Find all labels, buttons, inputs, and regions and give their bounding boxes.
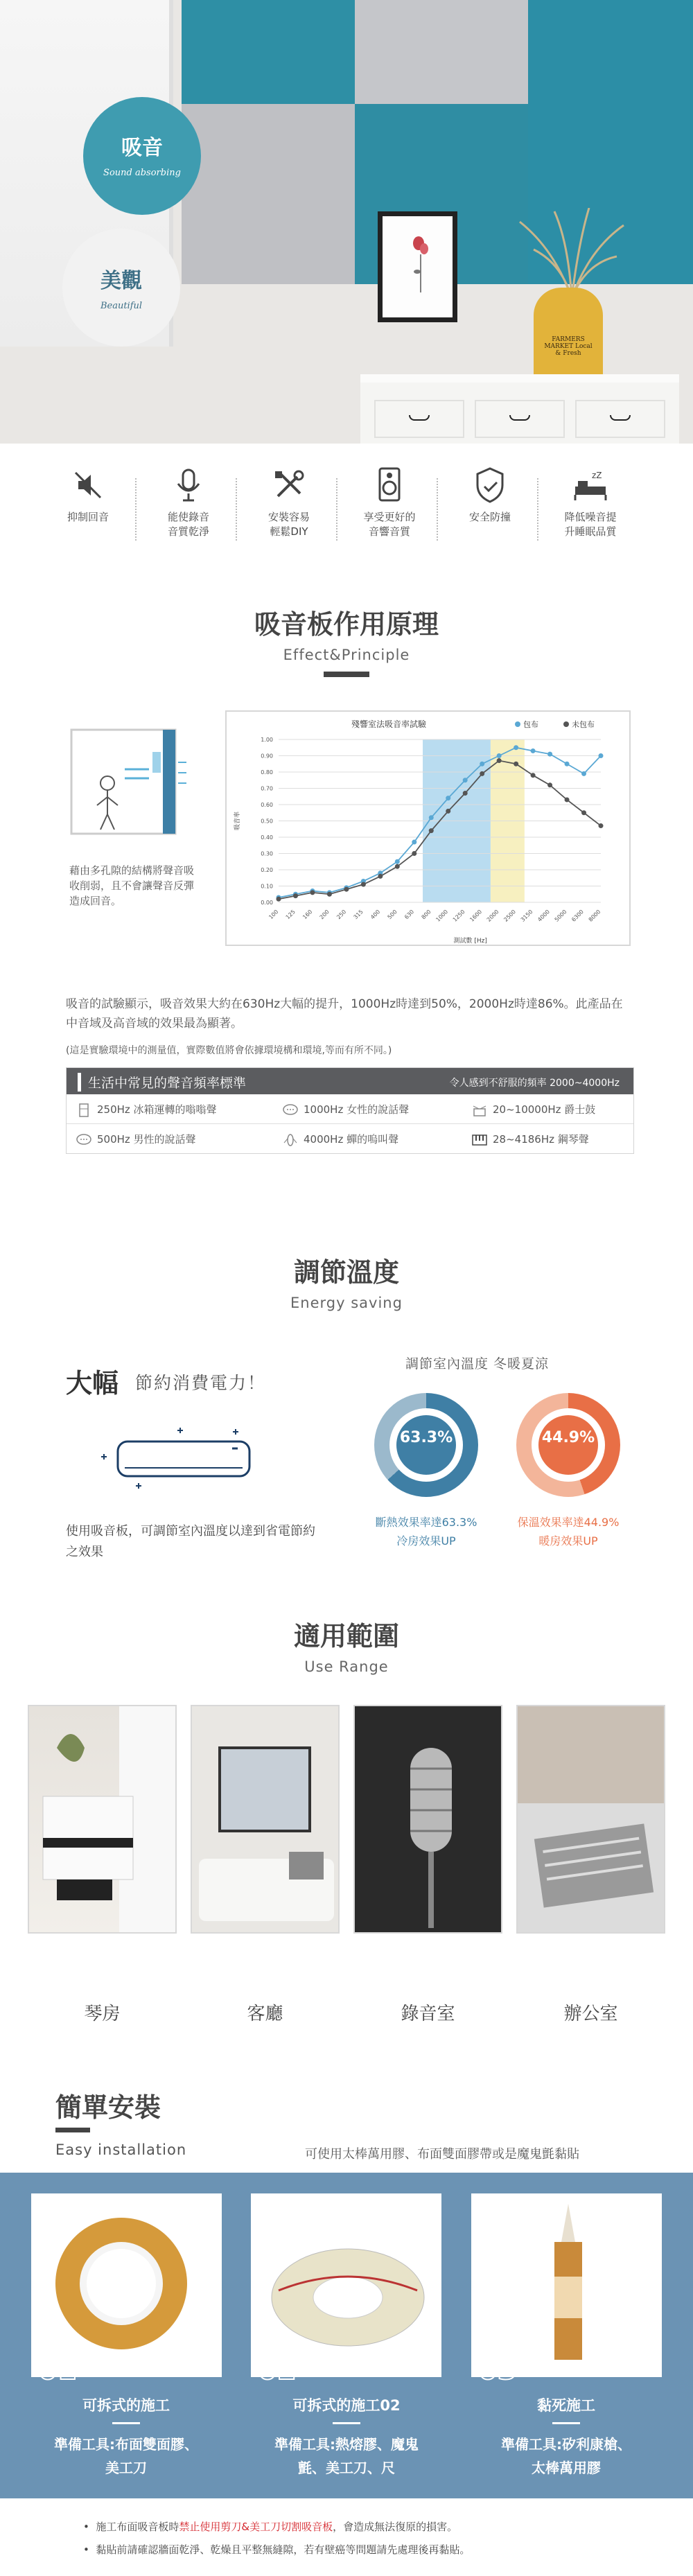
table-cell-text: 20~10000Hz 爵士鼓 [493,1103,596,1116]
y-tick-label: 0.40 [261,834,273,841]
install-section [0,2086,693,2576]
vase-label: FARMERS MARKET Local & Fresh [544,336,593,357]
acoustic-panel-grey [182,104,355,284]
dried-grass-decoration [513,208,631,298]
x-tick-label: 250 [335,909,348,921]
feature-label: 降低噪音提 升睡眠品質 [564,511,617,538]
principle-description: 吸音的試驗顯示，吸音效果大約在630Hz大幅的提升，1000Hz時達到50%，2000Hz時達86%。此產品在中音域及高音域的效果最為顯著。 [66,997,623,1031]
energy-right-title: 調節室內溫度 冬暖夏涼 [405,1356,550,1372]
drawer [374,400,464,438]
picture-frame [378,211,457,322]
data-point [497,753,502,758]
title-underline [55,2128,90,2132]
sideboard [360,374,679,444]
section-title: 吸音板作用原理 [254,609,439,640]
y-tick-label: 0.90 [261,753,273,760]
frequency-table-header [67,1068,633,1094]
principle-section [0,603,693,1157]
speech-bubble-icon [283,1103,298,1117]
note-text: 施工布面吸音板時 [96,2521,179,2533]
section-subtitle: Effect&Principle [283,647,410,663]
install-note-item: • 施工布面吸音板時禁止使用剪刀&美工刀切割吸音板，會造成無法復原的損害。 [83,2521,458,2533]
feature-label: 安全防撞 [468,511,511,523]
table-cell-text: 500Hz 男性的說話聲 [97,1133,196,1146]
muted-speaker-icon [69,466,107,505]
frequency-table-title: 生活中常見的聲音頻率標準 [78,1073,246,1092]
data-point [429,828,434,833]
data-point [310,890,315,895]
data-point [531,773,536,778]
fridge-icon [76,1103,91,1117]
y-tick-label: 1.00 [261,737,273,743]
speech-bubble-icon [76,1133,91,1147]
recording-studio-photo [353,1705,502,1934]
table-cell [472,1132,589,1147]
x-tick-label: 200 [318,909,331,921]
data-point [565,762,570,766]
tools-icon [270,466,308,505]
cooling-donut [374,1393,478,1497]
y-tick-label: 0.30 [261,850,273,857]
adhesive-tube-photo [471,2193,662,2377]
data-point [395,864,400,869]
step-tools: 準備工具:熱熔膠、魔鬼 氈、美工刀、尺 [274,2436,419,2476]
data-point [480,771,484,776]
y-tick-label: 0.00 [261,900,273,906]
warning-text: 禁止使用剪刀&美工刀切割吸音板 [179,2521,333,2533]
section-title: 調節溫度 [293,1257,399,1288]
warming-caption-line: 暖房效果UP [538,1534,598,1548]
badge-subtitle: Sound absorbing [103,168,181,178]
energy-section [0,1251,693,1597]
data-point [547,782,552,787]
step-divider [552,2422,580,2424]
section-title: 適用範圍 [293,1621,399,1651]
energy-headline-rest: 節約消費電力！ [135,1373,267,1393]
badge-subtitle: Beautiful [100,301,143,311]
step-title: 黏死施工 [537,2397,595,2414]
data-point [293,893,298,898]
step-divider [112,2422,140,2424]
x-tick-label: 2000 [485,909,500,923]
x-tick-label: 100 [267,909,280,921]
data-point [581,810,586,815]
data-point [429,815,434,820]
air-conditioner-icon [97,1414,263,1497]
table-row [67,1094,633,1124]
shield-hand-icon [471,466,509,505]
step-number: 03 [478,2354,517,2386]
office-photo [516,1705,665,1934]
step-tools: 準備工具:布面雙面膠、 美工刀 [54,2436,198,2476]
energy-headline: 大幅 [66,1368,119,1399]
x-tick-label: 400 [369,909,382,921]
y-tick-label: 0.10 [261,883,273,890]
data-point [514,745,518,750]
step-card [31,2193,222,2386]
legend-label: 未包布 [572,720,595,729]
data-point [412,840,416,845]
x-tick-label: 125 [284,909,297,921]
cooling-caption-line: 斷熱效果率達63.3% [375,1516,477,1529]
step-number: 02 [258,2354,297,2386]
hero-banner [0,0,693,444]
feature-label: 抑制回音 [67,511,109,523]
diagram-caption: 藉由多孔隙的結構將聲音吸收削弱，且不會讓聲音反彈造成回音。 [69,864,195,907]
install-note: 可使用太棒萬用膠、布面雙面膠帶或是魔鬼氈黏貼 [305,2147,579,2162]
data-point [446,796,450,800]
drum-icon [472,1103,487,1117]
data-point [463,778,468,782]
y-tick-label: 0.70 [261,785,273,792]
room-label: 辦公室 [563,2004,618,2024]
y-tick-label: 0.60 [261,802,273,808]
data-point [531,748,536,753]
microphone-icon [169,466,208,505]
x-tick-label: 4000 [536,909,551,923]
data-point [599,753,604,758]
warming-caption [495,1513,641,1550]
data-point [463,791,468,796]
section-subtitle: Energy saving [290,1295,403,1311]
use-range-section [0,1615,693,2058]
frequency-table-note: 令人感到不舒服的頻率 2000~4000Hz [449,1078,620,1089]
cicada-icon [283,1133,298,1147]
section-subtitle: Use Range [304,1658,389,1675]
warming-caption-line: 保溫效果率達44.9% [517,1516,620,1529]
energy-text: 使用吸音板，可調節室內溫度以達到省電節約之效果 [66,1524,315,1559]
y-tick-label: 0.50 [261,818,273,825]
speaker-icon [370,466,409,505]
x-tick-label: 2500 [502,909,518,923]
x-tick-label: 6300 [570,909,585,923]
install-note-item: • 黏貼前請確認牆面乾淨、乾燥且平整無縫隙，若有壁癌等問題請先處理後再黏貼。 [83,2543,471,2556]
data-point [565,797,570,802]
table-cell-text: 4000Hz 蟬的嗚叫聲 [304,1133,399,1146]
install-notes [83,2516,470,2561]
note-text: 黏貼前請確認牆面乾淨、乾燥且平整無縫隙，若有壁癌等問題請先處理後再黏貼。 [96,2543,471,2556]
step-divider [333,2422,360,2424]
data-point [378,874,383,879]
living-room-photo [191,1705,340,1934]
data-point [480,762,484,766]
double-tape-photo [251,2193,441,2377]
vase [534,288,603,385]
data-point [581,771,586,776]
table-row [67,1124,633,1154]
x-tick-label: 800 [420,909,432,921]
title-underline [324,672,369,677]
flower-illustration [410,234,431,296]
beautiful-badge [62,229,180,347]
data-point [344,887,349,892]
y-tick-label: 0.20 [261,867,273,873]
x-tick-label: 3150 [519,909,534,923]
x-tick-label: 160 [301,909,314,921]
section-subtitle: Easy installation [55,2141,187,2158]
legend-marker [515,721,520,727]
piano-room-photo [28,1705,177,1934]
data-point [497,758,502,763]
acoustic-panel-grey [355,0,528,104]
badge-title: 美觀 [100,269,142,293]
feature-item [36,466,140,525]
feature-label: 安裝容易 輕鬆DIY [267,511,310,538]
drawer [475,400,565,438]
x-tick-label: 5000 [553,909,568,923]
data-point [361,882,366,887]
room-label: 客廳 [247,2004,283,2024]
room-label: 錄音室 [401,2004,455,2024]
data-point [412,851,416,856]
x-tick-label: 500 [386,909,398,921]
chart-svg [227,712,629,945]
table-cell [76,1132,196,1147]
cooling-percent: 63.3% [399,1429,453,1446]
x-tick-label: 1000 [435,909,450,923]
acoustic-panel-teal [182,0,355,104]
step-title: 可拆式的施工 [82,2397,170,2414]
table-cell-text: 250Hz 冰箱運轉的嗡嗡聲 [97,1103,217,1116]
feature-item [337,466,441,539]
data-point [547,752,552,757]
legend-marker [563,721,569,727]
feature-label: 能使錄音 音質乾淨 [167,511,209,538]
x-axis-label: 測試數 [Hz] [453,938,487,945]
data-point [599,823,604,828]
x-tick-label: 1600 [468,909,484,923]
table-cell-text: 1000Hz 女性的說話聲 [304,1103,410,1116]
table-cell [76,1102,217,1117]
table-cell [283,1102,409,1117]
table-cell [472,1102,595,1117]
x-tick-label: 1250 [451,909,466,923]
step-card [471,2193,662,2386]
sleep-bed-icon [571,466,610,505]
step-title: 可拆式的施工02 [292,2397,401,2414]
x-tick-label: 8000 [587,909,602,923]
step-number: 01 [38,2354,77,2386]
note-text: ，會造成無法復原的損害。 [333,2521,458,2533]
cooling-caption-line: 冷房效果UP [396,1534,456,1548]
feature-item [538,466,642,539]
svg-text:zZ: zZ [592,471,602,480]
table-cell [283,1132,398,1147]
data-point [277,897,281,902]
sound-absorbing-badge [83,97,201,215]
step-tools: 準備工具:矽利康槍、 太棒萬用膠 [501,2436,631,2476]
principle-note: (這是實驗環境中的測量值，實際數值將會依據環境構和環境,等而有所不同。) [66,1045,392,1056]
table-cell-text: 28~4186Hz 鋼琴聲 [493,1133,589,1146]
section-title: 簡單安裝 [55,2092,161,2123]
feature-item [137,466,240,539]
cooling-caption [353,1513,499,1550]
data-point [446,809,450,814]
y-axis-label: 吸音率 [234,811,241,831]
badge-title: 吸音 [121,136,163,160]
warming-percent: 44.9% [541,1429,595,1446]
step-card [251,2193,441,2386]
frequency-table [66,1067,634,1154]
x-tick-label: 630 [403,909,416,921]
absorption-chart [225,710,631,946]
tape-roll-photo [31,2193,222,2377]
data-point [327,892,332,897]
feature-strip [0,457,693,561]
data-point [395,859,400,864]
y-tick-label: 0.80 [261,769,273,776]
piano-icon [472,1133,487,1147]
feature-item [438,466,542,525]
data-point [514,762,518,766]
feature-label: 享受更好的 音響音質 [363,511,416,538]
legend-label: 包布 [523,720,538,729]
absorption-diagram [66,724,191,842]
room-label: 琴房 [84,2004,121,2024]
x-tick-label: 315 [352,909,365,921]
chart-title: 殘響室法吸音率試驗 [351,719,427,729]
feature-item [237,466,341,539]
drawer [575,400,665,438]
warming-donut [516,1393,620,1497]
